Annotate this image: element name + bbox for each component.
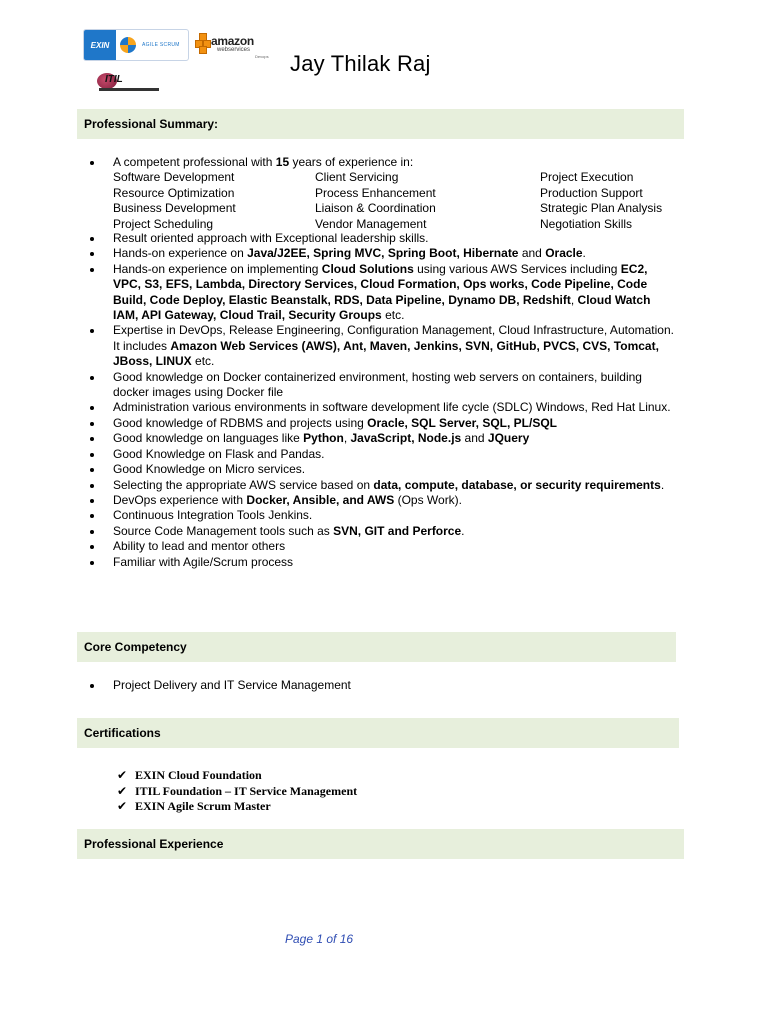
- list-item: [88, 508, 678, 523]
- list-item-text: Source Code Management tools such as: [113, 523, 334, 538]
- list-item: [88, 400, 678, 415]
- list-item-text: .: [582, 246, 586, 261]
- list-item: [88, 555, 678, 570]
- section-heading: Certifications: [84, 726, 161, 740]
- list-item: [88, 524, 678, 539]
- list-item-text: using various AWS Services including: [413, 261, 621, 276]
- list-item: [88, 416, 678, 431]
- certification-item: [117, 799, 357, 815]
- section-professional-summary: [77, 109, 684, 139]
- skills-grid: [113, 170, 678, 232]
- checkmark-icon: ✔: [117, 799, 128, 813]
- skill-item: Vendor Management: [315, 216, 427, 231]
- checkmark-icon: ✔: [117, 783, 128, 798]
- list-item-text: data, compute, database, or security requirements: [373, 477, 661, 492]
- list-item-text: and: [518, 246, 546, 261]
- list-item-text: etc.: [191, 354, 215, 369]
- list-item-text: Familiar with Agile/Scrum process: [113, 554, 294, 569]
- list-item-text: .: [660, 477, 665, 492]
- list-item-text: DevOps experience with: [113, 492, 247, 507]
- section-heading: Professional Experience: [84, 837, 224, 851]
- intro-text-end: years of experience in:: [289, 155, 414, 169]
- core-competency-list: [88, 678, 678, 693]
- exin-agile-scrum-logo: [83, 29, 189, 61]
- list-item: [88, 323, 678, 369]
- list-item-text: Cloud Watch IAM, API Gateway, Cloud Trail, Security Groups: [113, 292, 651, 323]
- list-item: [88, 155, 678, 232]
- skill-item: Liaison & Coordination: [315, 201, 436, 216]
- skill-item: Process Enhancement: [315, 185, 436, 200]
- list-item-text: Java/J2EE, Spring MVC, Spring Boot, Hibernate: [247, 246, 519, 261]
- list-item-text: Good knowledge on Docker containerized environment, hosting web servers on containers, building docker images using Docker file: [113, 369, 642, 400]
- list-item: [88, 370, 678, 401]
- list-item-text: Ability to lead and mentor others: [113, 539, 286, 554]
- summary-list: [88, 155, 678, 232]
- skill-item: Project Execution: [540, 170, 634, 185]
- exin-logo-text: EXIN: [84, 30, 116, 60]
- aws-logo-subtext: webservices: [217, 47, 251, 53]
- list-item: [88, 462, 678, 477]
- exin-logo-subtext: AGILE SCRUM: [142, 42, 180, 48]
- list-item-text: ,: [343, 431, 351, 446]
- list-item-text: EC2, VPC, S3, EFS, Lambda, Directory Services, Cloud Formation, Ops works, Code Pipeline, Code Build, Code Deploy, Elastic Beanstalk, RDS, Data Pipeline, Dynamo DB, Redshift: [113, 261, 648, 307]
- section-certifications: [77, 718, 679, 748]
- list-item-text: Result oriented approach with Exceptional leadership skills.: [113, 231, 429, 245]
- list-item-text: Selecting the appropriate AWS service based on: [113, 477, 374, 492]
- list-item-text: and: [461, 431, 488, 446]
- section-heading: Professional Summary:: [84, 117, 219, 131]
- aws-logo-subtext2: Devops: [255, 54, 269, 59]
- list-item-text: Good knowledge on languages like: [113, 431, 304, 446]
- list-item-text: Good Knowledge on Flask and Pandas.: [113, 446, 325, 461]
- skill-item: Strategic Plan Analysis: [540, 201, 663, 216]
- certification-name: ITIL Foundation – IT Service Management: [135, 783, 358, 798]
- section-professional-experience: [77, 829, 684, 859]
- section-heading: Core Competency: [84, 640, 187, 654]
- list-item: [88, 262, 678, 324]
- list-item-text: .: [461, 523, 465, 538]
- intro-years: 15: [275, 155, 290, 169]
- certifications-list: [117, 768, 357, 815]
- page-title: Jay Thilak Raj: [290, 51, 431, 76]
- list-item-text: SVN, GIT and Perforce: [333, 523, 462, 538]
- itil-foundation-logo: [97, 73, 167, 95]
- list-item-text: Good knowledge of RDBMS and projects using: [113, 415, 368, 430]
- list-item: [88, 431, 678, 446]
- certification-item: [117, 768, 357, 784]
- list-item: [88, 539, 678, 554]
- list-item: [88, 246, 678, 261]
- list-item-text: etc.: [381, 308, 405, 323]
- page-number: Page 1 of 16: [285, 932, 354, 946]
- list-item-text: Continuous Integration Tools Jenkins.: [113, 508, 313, 523]
- list-item: [88, 493, 678, 508]
- intro-text: A competent professional with: [113, 155, 276, 169]
- aws-logo-text: amazon: [211, 34, 254, 48]
- list-item-text: JavaScript, Node.js: [350, 431, 462, 446]
- list-item: [88, 478, 678, 493]
- list-item-text: Python: [303, 431, 344, 446]
- itil-underline: [99, 88, 159, 91]
- certification-name: EXIN Cloud Foundation: [135, 768, 262, 782]
- certification-item: [117, 784, 357, 800]
- list-item-text: Hands-on experience on: [113, 246, 248, 261]
- list-item-text: Hands-on experience on implementing: [113, 261, 322, 276]
- list-item: [88, 231, 678, 246]
- skill-item: Negotiation Skills: [540, 216, 633, 231]
- skill-item: Project Scheduling: [113, 216, 214, 231]
- list-item-text: JQuery: [487, 431, 530, 446]
- scrum-circle-icon: [120, 37, 136, 53]
- list-item-text: ,: [570, 292, 578, 307]
- skill-item: Client Servicing: [315, 170, 399, 185]
- list-item-text: Cloud Solutions: [321, 261, 414, 276]
- section-core-competency: [77, 632, 676, 662]
- skill-item: Resource Optimization: [113, 185, 235, 200]
- skill-item: Business Development: [113, 201, 236, 216]
- list-item-text: Administration various environments in software development life cycle (SDLC) Windows, Red Hat Linux.: [113, 400, 671, 415]
- list-item-text: Expertise in DevOps, Release Engineering, Configuration Management, Cloud Infrastructure, Automation. It includes: [113, 323, 674, 353]
- skill-item: Software Development: [113, 170, 235, 185]
- checkmark-icon: ✔: [117, 768, 128, 782]
- itil-logo-text: ITIL: [105, 74, 123, 85]
- amazon-web-services-logo: [195, 27, 269, 63]
- list-item: Project Delivery and IT Service Management: [88, 678, 678, 693]
- list-item-text: Oracle: [545, 246, 583, 261]
- summary-bullets: [88, 231, 678, 570]
- certification-name: EXIN Agile Scrum Master: [135, 799, 271, 813]
- list-item-text: Amazon Web Services (AWS), Ant, Maven, Jenkins, SVN, GitHub, PVCS, CVS, Tomcat, JBoss, LINUX: [113, 338, 659, 369]
- list-item: [88, 447, 678, 462]
- skill-item: Production Support: [540, 185, 643, 200]
- aws-boxes-icon: [195, 33, 211, 53]
- list-item-text: (Ops Work).: [394, 492, 463, 507]
- list-item-text: Oracle, SQL Server, SQL, PL/SQL: [367, 415, 557, 430]
- list-item-text: Good Knowledge on Micro services.: [113, 462, 306, 477]
- list-item-text: Docker, Ansible, and AWS: [246, 492, 395, 507]
